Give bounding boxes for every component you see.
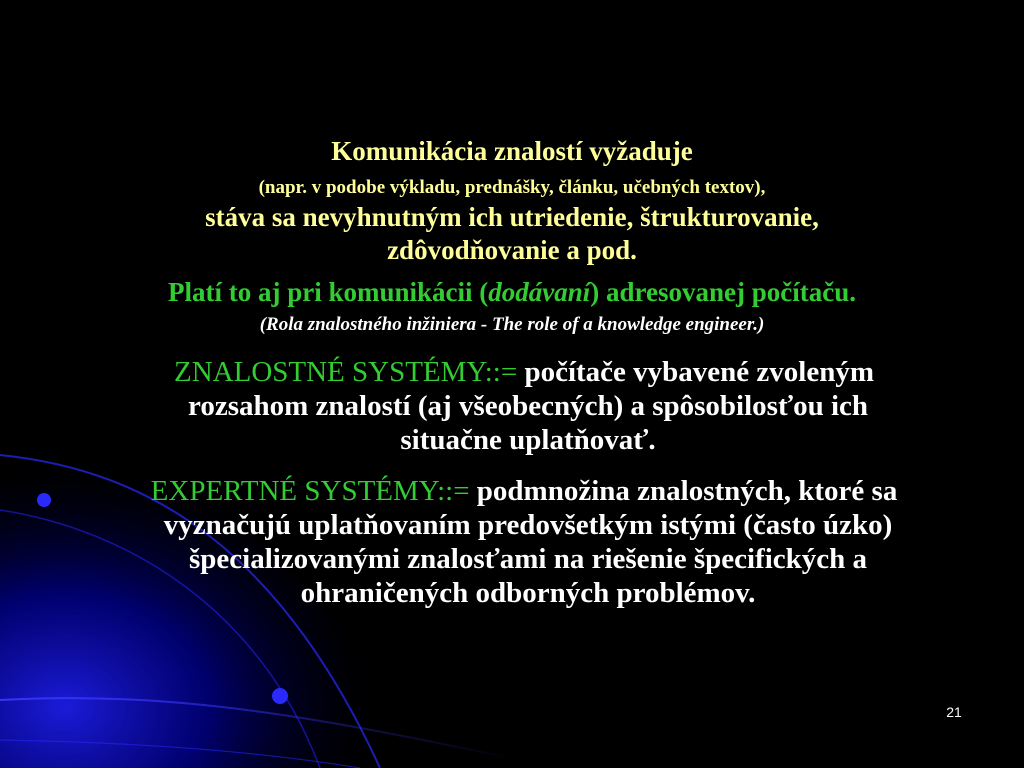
intro-example: (napr. v podobe výkladu, prednášky, článku, učebných textov), bbox=[258, 177, 766, 198]
knowledge-systems-term: ZNALOSTNÉ SYSTÉMY::= bbox=[174, 356, 518, 388]
knowledge-systems-line-3: situačne uplatňovať. bbox=[400, 424, 656, 456]
expert-systems-definition-start: podmnožina znalostných, ktoré sa bbox=[469, 475, 898, 507]
computer-note-prefix: Platí to aj pri komunikácii ( bbox=[167, 277, 489, 307]
knowledge-systems-definition-start: počítače vybavené zvoleným bbox=[517, 356, 874, 388]
expert-systems-line-2: vyznačujú uplatňovaním predovšetkým istými (často úzko) bbox=[163, 509, 893, 541]
intro-heading: Komunikácia znalostí vyžaduje bbox=[331, 136, 693, 166]
computer-note-suffix: ) adresovanej počítaču. bbox=[590, 277, 856, 307]
computer-note-italic: dodávaní bbox=[488, 277, 591, 307]
expert-systems-term: EXPERTNÉ SYSTÉMY::= bbox=[150, 475, 470, 507]
expert-systems-line-4: ohraničených odborných problémov. bbox=[300, 577, 756, 609]
page-number: 21 bbox=[946, 704, 962, 720]
computer-note bbox=[40, 277, 984, 308]
knowledge-systems-line-2: rozsahom znalostí (aj všeobecných) a spôsobilosťou ich bbox=[188, 390, 868, 422]
expert-systems-line-3: špecializovanými znalosťami na riešenie špecifických a bbox=[188, 543, 868, 575]
intro-body-line-2: zdôvodňovanie a pod. bbox=[387, 235, 637, 265]
expert-systems-line-1 bbox=[52, 475, 996, 508]
role-note: (Rola znalostného inžiniera - The role of a knowledge engineer.) bbox=[259, 314, 765, 335]
knowledge-systems-line-1 bbox=[52, 356, 996, 389]
intro-body-line-1: stáva sa nevyhnutným ich utriedenie, štrukturovanie, bbox=[205, 202, 819, 232]
